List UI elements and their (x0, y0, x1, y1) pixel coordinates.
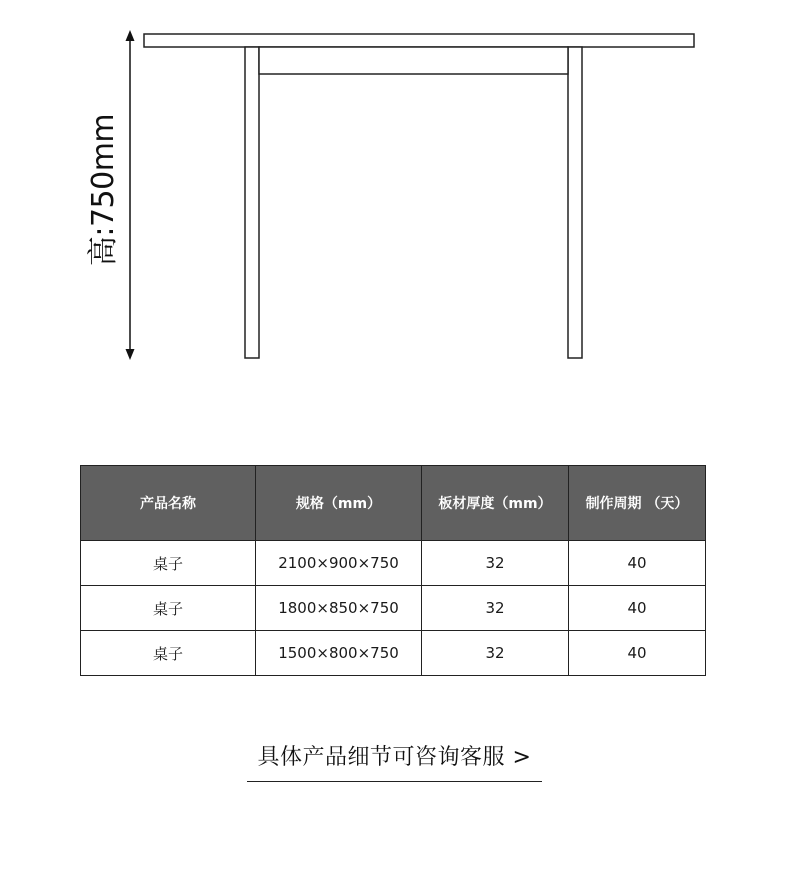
cell-board-thickness: 32 (422, 541, 569, 586)
cell-product-name: 桌子 (81, 586, 256, 631)
header-production-cycle: 制作周期 （天） (569, 466, 706, 541)
height-label-text: 高:750mm (86, 113, 121, 267)
cell-production-cycle: 40 (569, 631, 706, 676)
cell-board-thickness: 32 (422, 631, 569, 676)
cell-spec: 1800×850×750 (256, 586, 422, 631)
tabletop (144, 34, 694, 47)
table-row (81, 631, 706, 676)
cell-product-name: 桌子 (81, 541, 256, 586)
cell-spec: 1500×800×750 (256, 631, 422, 676)
apron (259, 47, 568, 74)
left-leg (245, 47, 259, 358)
chevron-right-icon: > (512, 745, 532, 770)
cell-production-cycle: 40 (569, 586, 706, 631)
cell-product-name: 桌子 (81, 631, 256, 676)
header-board-thickness: 板材厚度（mm） (422, 466, 569, 541)
cell-board-thickness: 32 (422, 586, 569, 631)
header-product-name: 产品名称 (81, 466, 256, 541)
consult-link-text: 具体产品细节可咨询客服 (257, 745, 506, 770)
table-header-row (81, 466, 706, 541)
table-row (81, 586, 706, 631)
cell-production-cycle: 40 (569, 541, 706, 586)
consult-service-link[interactable] (247, 740, 542, 782)
table-row (81, 541, 706, 586)
header-spec: 规格（mm） (256, 466, 422, 541)
height-dimension-line (126, 30, 135, 360)
right-leg (568, 47, 582, 358)
cell-spec: 2100×900×750 (256, 541, 422, 586)
spec-table (80, 465, 706, 676)
